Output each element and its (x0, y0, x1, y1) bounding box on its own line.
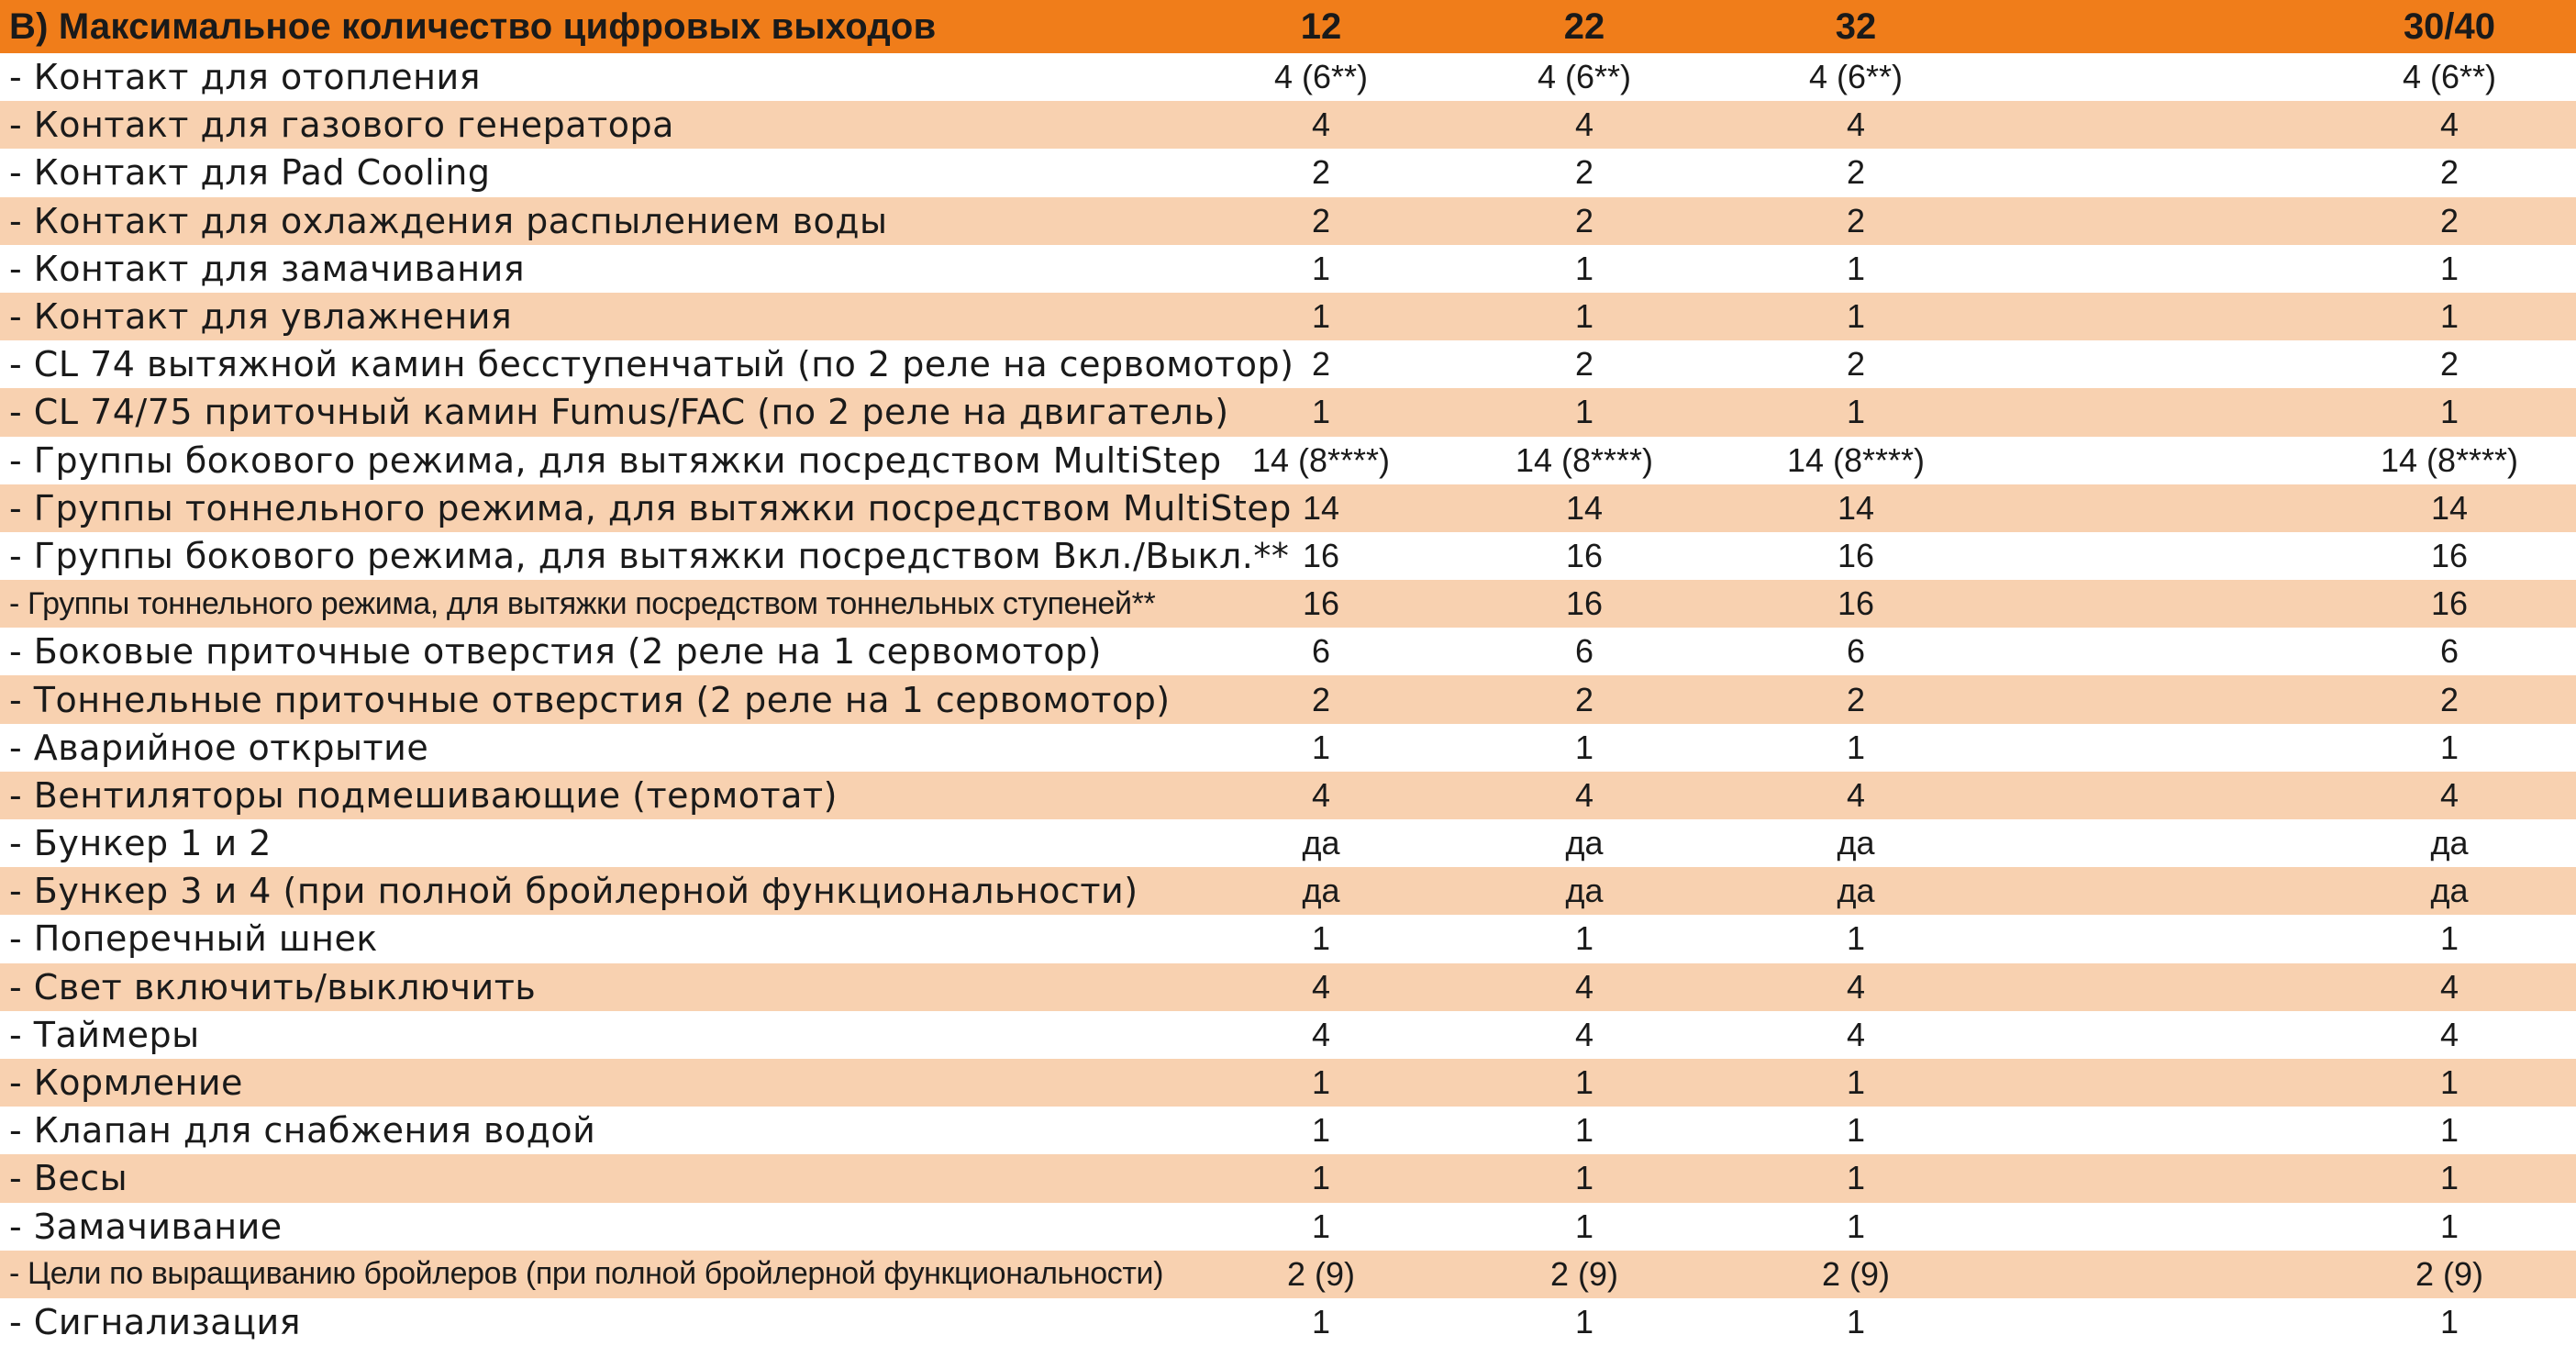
table-row (0, 772, 2576, 819)
table-row (0, 915, 2576, 962)
row-value: 1 (1574, 297, 1594, 336)
row-label: - Группы бокового режима, для вытяжки посредством MultiStep (9, 439, 1222, 481)
table-row (0, 197, 2576, 245)
row-label: - Вентиляторы подмешивающие (термотат) (9, 774, 838, 816)
row-label: - Бункер 1 и 2 (9, 823, 272, 864)
row-value: 1 (1846, 1159, 1866, 1197)
row-value: 16 (1302, 584, 1340, 623)
row-value: 2 (2439, 201, 2459, 239)
row-value: 1 (1574, 393, 1594, 431)
row-value: 2 (9) (2415, 1254, 2484, 1293)
column-header-32: 32 (1835, 6, 1877, 47)
row-value: 4 (1574, 775, 1594, 814)
row-label: - Цели по выращиванию бройлеров (при полной бройлерной функциональности) (9, 1256, 1164, 1292)
row-value: 2 (1311, 680, 1331, 718)
row-value: 1 (1574, 249, 1594, 287)
row-value: 1 (2439, 728, 2459, 766)
row-value: 4 (1311, 106, 1331, 144)
row-label: - Контакт для отопления (9, 57, 481, 98)
table-row (0, 1107, 2576, 1154)
row-value: 1 (1846, 297, 1866, 336)
row-value: 4 (6**) (1808, 58, 1904, 96)
row-label: - Группы тоннельного режима, для вытяжки посредством тоннельных ступеней** (9, 585, 1156, 621)
table-row (0, 1203, 2576, 1251)
row-value: 14 (2430, 488, 2469, 527)
row-value: 1 (2439, 1302, 2459, 1340)
row-label: - Замачивание (9, 1206, 283, 1247)
row-value: 1 (1574, 1159, 1594, 1197)
table-row (0, 532, 2576, 580)
row-label: - CL 74/75 приточный камин Fumus/FAC (по 2 реле на двигатель) (9, 392, 1229, 433)
row-value: 4 (2439, 106, 2459, 144)
table-row (0, 1154, 2576, 1202)
row-value: 6 (1846, 632, 1866, 671)
table-row (0, 53, 2576, 101)
column-header-30-40: 30/40 (2403, 6, 2496, 47)
row-value: 1 (1311, 1111, 1331, 1150)
row-value: 2 (1846, 680, 1866, 718)
row-value: 2 (1574, 680, 1594, 718)
row-value: 1 (1311, 1159, 1331, 1197)
table-row (0, 819, 2576, 867)
row-value: да (1837, 824, 1875, 862)
row-value: 1 (1846, 728, 1866, 766)
row-value: 4 (2439, 1015, 2459, 1053)
row-value: 1 (1311, 1063, 1331, 1102)
row-label: - Контакт для охлаждения распылением воды (9, 200, 888, 241)
row-value: 1 (1846, 393, 1866, 431)
row-value: 2 (1574, 153, 1594, 192)
table-row (0, 867, 2576, 915)
row-value: да (2430, 872, 2469, 910)
row-value: 2 (1311, 201, 1331, 239)
table-title: B) Максимальное количество цифровых выходов (9, 6, 937, 47)
row-value: 1 (2439, 1111, 2459, 1150)
row-value: 4 (1846, 967, 1866, 1006)
row-value: 14 (1837, 488, 1875, 527)
table-row (0, 580, 2576, 628)
column-header-22: 22 (1563, 6, 1605, 47)
row-value: 14 (1302, 488, 1340, 527)
row-value: 2 (1311, 153, 1331, 192)
row-value: 1 (2439, 919, 2459, 958)
row-value: 2 (9) (1549, 1254, 1619, 1293)
row-value: 4 (1846, 1015, 1866, 1053)
table-row (0, 963, 2576, 1011)
row-value: 1 (2439, 297, 2459, 336)
row-value: 1 (2439, 1159, 2459, 1197)
row-value: 16 (1565, 584, 1604, 623)
row-label: - Кормление (9, 1062, 243, 1104)
row-value: 1 (2439, 1207, 2459, 1245)
row-value: 14 (1565, 488, 1604, 527)
row-label: - Сигнализация (9, 1301, 302, 1342)
row-value: да (1302, 872, 1340, 910)
row-value: 2 (2439, 680, 2459, 718)
row-value: 14 (8****) (1515, 440, 1654, 479)
row-value: 6 (2439, 632, 2459, 671)
row-value: 1 (1311, 919, 1331, 958)
row-label: - Контакт для замачивания (9, 248, 526, 289)
row-value: 1 (1311, 297, 1331, 336)
row-value: 2 (9) (1821, 1254, 1891, 1293)
row-value: 4 (1311, 967, 1331, 1006)
row-value: 14 (8****) (2380, 440, 2519, 479)
row-value: 1 (1574, 919, 1594, 958)
row-label: - Клапан для снабжения водой (9, 1110, 596, 1151)
row-value: 4 (6**) (1273, 58, 1369, 96)
table-row (0, 340, 2576, 388)
row-value: 1 (1846, 1111, 1866, 1150)
row-label: - Группы тоннельного режима, для вытяжки посредством MultiStep (9, 487, 1292, 528)
row-value: 14 (8****) (1251, 440, 1391, 479)
row-value: 1 (1311, 393, 1331, 431)
row-value: 1 (1574, 1111, 1594, 1150)
table-row (0, 484, 2576, 532)
table-row (0, 293, 2576, 340)
row-value: 4 (1574, 106, 1594, 144)
row-value: 16 (2430, 584, 2469, 623)
row-value: 1 (1846, 919, 1866, 958)
row-value: да (1837, 872, 1875, 910)
row-value: 2 (1574, 345, 1594, 384)
row-label: - Контакт для увлажнения (9, 296, 513, 338)
row-value: 2 (1846, 201, 1866, 239)
row-value: 4 (2439, 775, 2459, 814)
row-value: 1 (1574, 1063, 1594, 1102)
row-value: 2 (2439, 153, 2459, 192)
row-value: 16 (1565, 536, 1604, 574)
table-row (0, 101, 2576, 149)
row-value: да (1565, 824, 1604, 862)
row-value: 1 (1311, 728, 1331, 766)
table-header (0, 0, 2576, 53)
row-label: - Свет включить/выключить (9, 966, 537, 1007)
row-label: - Тоннельные приточные отверстия (2 реле на 1 сервомотор) (9, 679, 1171, 720)
row-value: 2 (1311, 345, 1331, 384)
column-header-12: 12 (1300, 6, 1342, 47)
row-value: 4 (6**) (1537, 58, 1632, 96)
row-value: 1 (1846, 1063, 1866, 1102)
row-value: 6 (1311, 632, 1331, 671)
row-value: да (1302, 824, 1340, 862)
row-value: 2 (2439, 345, 2459, 384)
row-value: 1 (1311, 1207, 1331, 1245)
row-value: 1 (1846, 1207, 1866, 1245)
table-row (0, 1251, 2576, 1298)
row-value: 1 (1846, 1302, 1866, 1340)
row-value: 1 (1846, 249, 1866, 287)
row-value: 1 (2439, 1063, 2459, 1102)
row-value: 1 (1574, 1302, 1594, 1340)
row-label: - Группы бокового режима, для вытяжки посредством Вкл./Выкл.** (9, 535, 1290, 576)
row-label: - Аварийное открытие (9, 727, 429, 768)
row-value: да (2430, 824, 2469, 862)
row-label: - Бункер 3 и 4 (при полной бройлерной функциональности) (9, 871, 1138, 912)
row-value: 14 (8****) (1786, 440, 1926, 479)
row-value: 2 (9) (1286, 1254, 1356, 1293)
row-label: - Таймеры (9, 1014, 200, 1055)
table-row (0, 388, 2576, 436)
table-body (0, 53, 2576, 1346)
table-row (0, 149, 2576, 196)
row-value: 16 (1837, 536, 1875, 574)
row-value: 4 (2439, 967, 2459, 1006)
row-label: - Весы (9, 1158, 128, 1199)
table-row (0, 724, 2576, 772)
row-value: да (1565, 872, 1604, 910)
row-value: 2 (1846, 153, 1866, 192)
row-label: - Поперечный шнек (9, 918, 378, 960)
row-value: 4 (1574, 967, 1594, 1006)
row-value: 6 (1574, 632, 1594, 671)
row-value: 4 (1311, 775, 1331, 814)
row-value: 4 (6**) (2402, 58, 2497, 96)
row-value: 2 (1846, 345, 1866, 384)
row-label: - Контакт для Pad Cooling (9, 152, 491, 194)
row-value: 16 (2430, 536, 2469, 574)
row-label: - Контакт для газового генератора (9, 105, 674, 146)
row-value: 1 (1574, 1207, 1594, 1245)
row-label: - CL 74 вытяжной камин бесступенчатый (по 2 реле на сервомотор) (9, 344, 1294, 385)
row-value: 16 (1837, 584, 1875, 623)
table-row (0, 675, 2576, 723)
row-value: 1 (2439, 393, 2459, 431)
row-value: 4 (1574, 1015, 1594, 1053)
table-row (0, 1011, 2576, 1059)
row-label: - Боковые приточные отверстия (2 реле на 1 сервомотор) (9, 631, 1102, 673)
row-value: 4 (1846, 775, 1866, 814)
row-value: 4 (1311, 1015, 1331, 1053)
table-row (0, 245, 2576, 293)
row-value: 1 (1311, 1302, 1331, 1340)
table-row (0, 628, 2576, 675)
row-value: 2 (1574, 201, 1594, 239)
row-value: 1 (2439, 249, 2459, 287)
row-value: 16 (1302, 536, 1340, 574)
table-row (0, 437, 2576, 484)
row-value: 1 (1574, 728, 1594, 766)
table-row (0, 1298, 2576, 1346)
row-value: 4 (1846, 106, 1866, 144)
row-value: 1 (1311, 249, 1331, 287)
table-row (0, 1059, 2576, 1107)
